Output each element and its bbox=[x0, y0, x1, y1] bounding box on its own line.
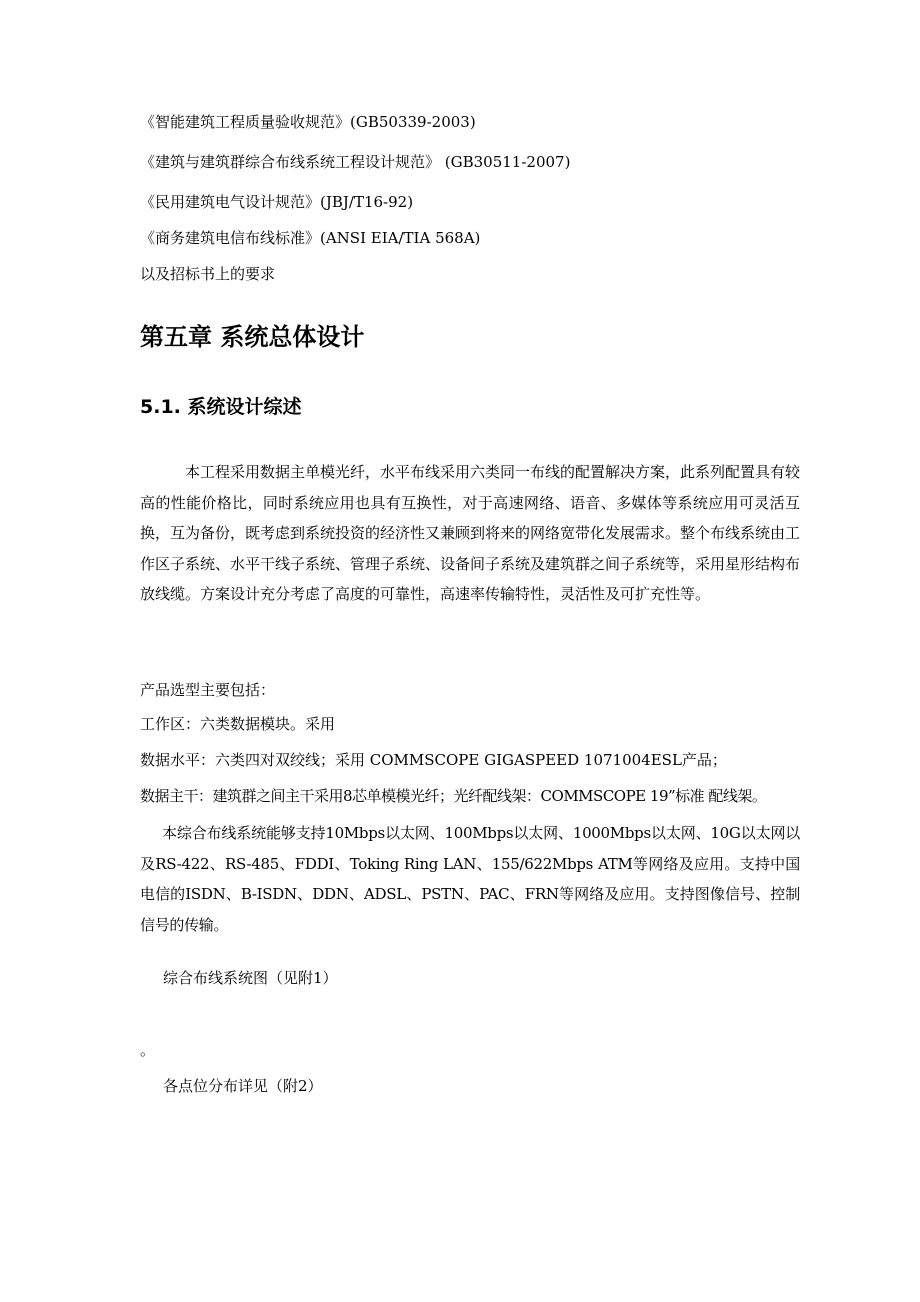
support-paragraph: 本综合布线系统能够支持10Mbps以太网、100Mbps以太网、1000Mbps以太网、10G以太网以及RS-422、RS-485、FDDI、Toking Ring LAN、155/622Mbps ATM等网络及应用。支持中国电信的ISDN、B-ISDN、DDN、ADSL、PSTN、PAC、FRN等网络及应用。支持图像信号、控制信号的传输。 bbox=[140, 824, 800, 934]
points-distribution-note: 各点位分布详见（附2） bbox=[163, 1077, 323, 1095]
standard-reference-2: 《建筑与建筑群综合布线系统工程设计规范》 (GB30511-2007) bbox=[140, 153, 571, 171]
period-mark: 。 bbox=[140, 1041, 156, 1059]
standard-reference-4: 《商务建筑电信布线标准》(ANSI EIA/TIA 568A) bbox=[140, 229, 481, 247]
products-intro: 产品选型主要包括： bbox=[140, 681, 276, 699]
chapter-title: 第五章 系统总体设计 bbox=[140, 323, 365, 351]
work-area-item: 工作区：六类数据模块。采用 bbox=[140, 715, 336, 733]
overview-paragraph: 本工程采用数据主单模光纤，水平布线采用六类同一布线的配置解决方案，此系列配置具有较高的性能价格比，同时系统应用也具有互换性，对于高速网络、语音、多媒体等系统应用可灵活互换，互为备份，既考虑到系统投资的经济性又兼顾到将来的网络宽带化发展需求。整个布线系统由工作区子系统、水平干线子系统、管理子系统、设备间子系统及建筑群之间子系统等，采用星形结构布放线缆。方案设计充分考虑了高度的可靠性，高速率传输特性，灵活性及可扩充性等。 bbox=[140, 463, 801, 603]
standard-reference-3: 《民用建筑电气设计规范》(JBJ/T16-92) bbox=[140, 193, 414, 211]
system-diagram-note: 综合布线系统图（见附1） bbox=[163, 969, 338, 987]
standard-reference-1: 《智能建筑工程质量验收规范》(GB50339-2003) bbox=[140, 113, 476, 131]
data-horizontal-item: 数据水平：六类四对双绞线；采用 COMMSCOPE GIGASPEED 1071004ESL产品； bbox=[140, 751, 727, 769]
section-title: 5.1. 系统设计综述 bbox=[140, 396, 302, 418]
data-backbone-item: 数据主干：建筑群之间主干采用8芯单模模光纤；光纤配线架：COMMSCOPE 19”标准 配线架。 bbox=[140, 787, 767, 805]
tender-requirement: 以及招标书上的要求 bbox=[140, 265, 276, 283]
